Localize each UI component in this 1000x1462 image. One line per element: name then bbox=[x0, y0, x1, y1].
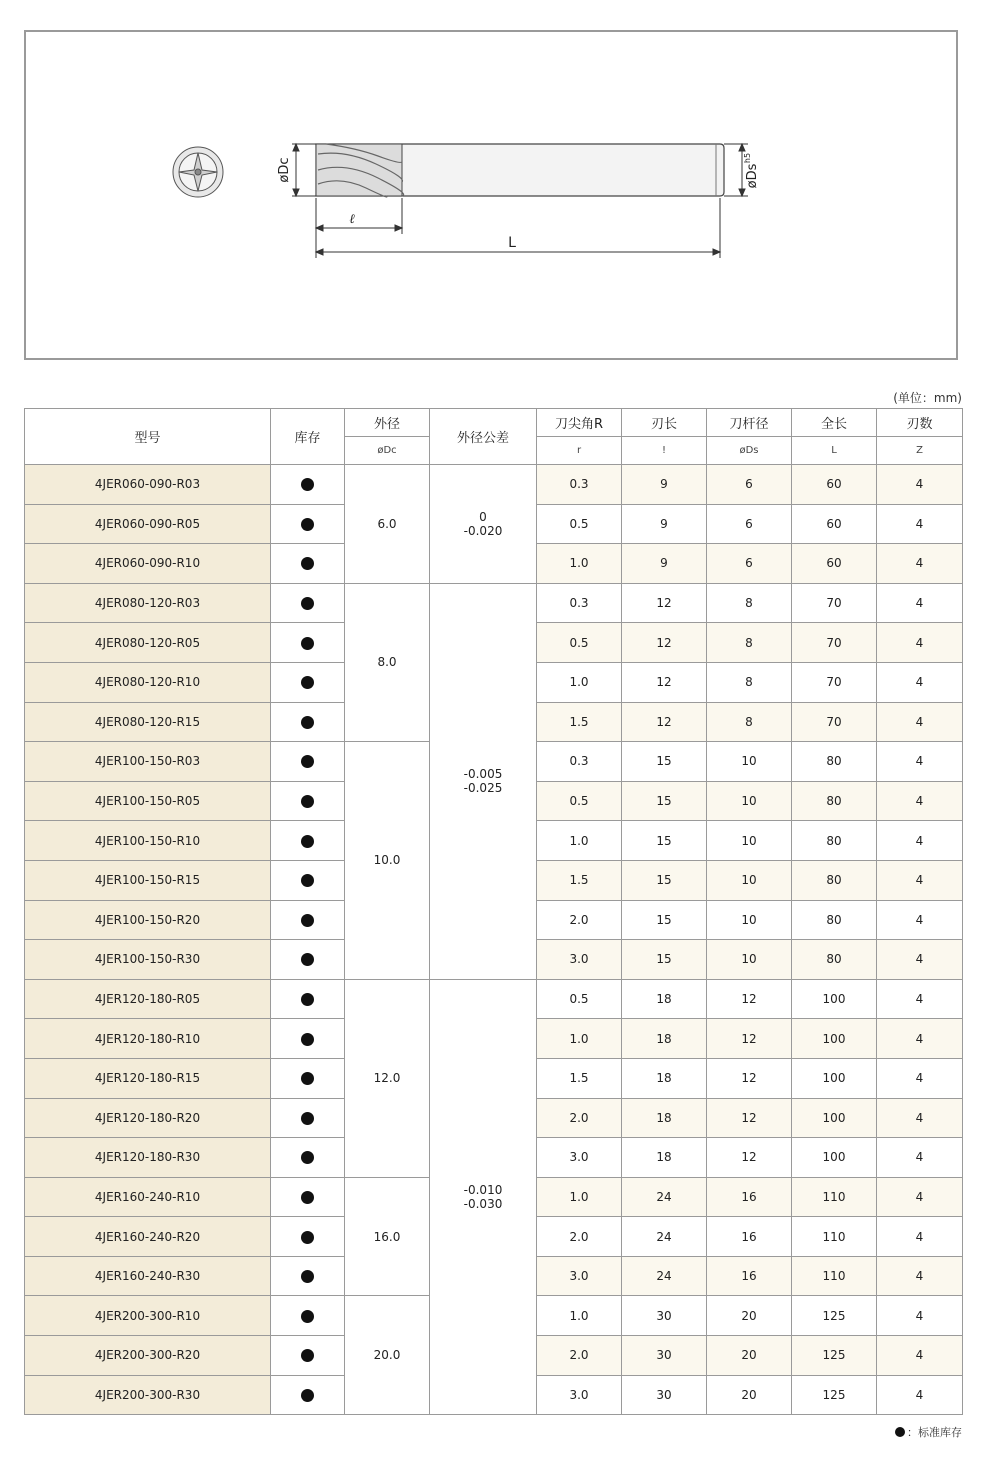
cell-flutes: 4 bbox=[877, 702, 963, 742]
cell-flutes: 4 bbox=[877, 979, 963, 1019]
cell-model: 4JER120-180-R15 bbox=[25, 1058, 271, 1098]
cell-total-length: 80 bbox=[792, 742, 877, 782]
cell-corner-radius: 0.3 bbox=[537, 465, 622, 505]
cell-shank-diameter: 10 bbox=[707, 900, 792, 940]
stock-dot-icon bbox=[301, 1231, 314, 1244]
stock-dot-icon bbox=[301, 1191, 314, 1204]
cell-stock bbox=[271, 900, 345, 940]
cell-model: 4JER060-090-R03 bbox=[25, 465, 271, 505]
cell-total-length: 100 bbox=[792, 1019, 877, 1059]
cell-flutes: 4 bbox=[877, 544, 963, 584]
cell-corner-radius: 0.5 bbox=[537, 623, 622, 663]
cell-model: 4JER160-240-R10 bbox=[25, 1177, 271, 1217]
header-dc-symbol: øDc bbox=[345, 437, 430, 465]
cell-total-length: 125 bbox=[792, 1296, 877, 1336]
end-mill-drawing bbox=[26, 32, 960, 362]
cell-dc: 20.0 bbox=[345, 1296, 430, 1415]
cell-flutes: 4 bbox=[877, 1177, 963, 1217]
cell-corner-radius: 2.0 bbox=[537, 1098, 622, 1138]
cell-total-length: 60 bbox=[792, 465, 877, 505]
cell-shank-diameter: 12 bbox=[707, 979, 792, 1019]
cell-corner-radius: 3.0 bbox=[537, 1256, 622, 1296]
stock-dot-icon bbox=[301, 1151, 314, 1164]
cell-flutes: 4 bbox=[877, 1256, 963, 1296]
cell-flutes: 4 bbox=[877, 504, 963, 544]
cell-total-length: 80 bbox=[792, 900, 877, 940]
cell-flutes: 4 bbox=[877, 1217, 963, 1257]
cell-stock bbox=[271, 1098, 345, 1138]
cell-corner-radius: 1.0 bbox=[537, 821, 622, 861]
cell-model: 4JER200-300-R10 bbox=[25, 1296, 271, 1336]
stock-dot-icon bbox=[301, 795, 314, 808]
header-ds-symbol: øDs bbox=[707, 437, 792, 465]
stock-dot-icon bbox=[301, 1112, 314, 1125]
cell-flutes: 4 bbox=[877, 1098, 963, 1138]
cell-stock bbox=[271, 1217, 345, 1257]
cell-flutes: 4 bbox=[877, 583, 963, 623]
cell-flute-length: 18 bbox=[622, 1019, 707, 1059]
cell-flutes: 4 bbox=[877, 821, 963, 861]
cell-tolerance bbox=[430, 979, 537, 1415]
stock-dot-icon bbox=[301, 835, 314, 848]
cell-shank-diameter: 6 bbox=[707, 504, 792, 544]
tool-drawing-panel bbox=[24, 30, 958, 360]
cell-stock bbox=[271, 1375, 345, 1415]
cell-flutes: 4 bbox=[877, 742, 963, 782]
cell-model: 4JER100-150-R10 bbox=[25, 821, 271, 861]
cell-model: 4JER100-150-R20 bbox=[25, 900, 271, 940]
cell-model: 4JER080-120-R15 bbox=[25, 702, 271, 742]
stock-dot-icon bbox=[301, 1072, 314, 1085]
cell-total-length: 125 bbox=[792, 1375, 877, 1415]
ds-tolerance-label: h5 bbox=[743, 152, 752, 164]
cell-corner-radius: 2.0 bbox=[537, 1217, 622, 1257]
cell-total-length: 110 bbox=[792, 1256, 877, 1296]
cell-flutes: 4 bbox=[877, 1019, 963, 1059]
cell-flute-length: 9 bbox=[622, 465, 707, 505]
cell-model: 4JER100-150-R05 bbox=[25, 781, 271, 821]
stock-dot-icon bbox=[301, 1270, 314, 1283]
cell-stock bbox=[271, 504, 345, 544]
header-model: 型号 bbox=[25, 409, 271, 465]
cell-flute-length: 15 bbox=[622, 900, 707, 940]
cell-flutes: 4 bbox=[877, 662, 963, 702]
cell-model: 4JER100-150-R30 bbox=[25, 940, 271, 980]
table-row bbox=[25, 465, 963, 505]
stock-dot-icon bbox=[301, 1310, 314, 1323]
stock-dot-icon bbox=[301, 518, 314, 531]
cell-stock bbox=[271, 1138, 345, 1178]
cell-dc: 6.0 bbox=[345, 465, 430, 584]
cell-stock bbox=[271, 702, 345, 742]
spec-table bbox=[24, 408, 963, 1415]
cell-stock bbox=[271, 1177, 345, 1217]
cell-shank-diameter: 6 bbox=[707, 465, 792, 505]
cell-total-length: 110 bbox=[792, 1177, 877, 1217]
cell-flutes: 4 bbox=[877, 1058, 963, 1098]
stock-dot-icon bbox=[301, 1349, 314, 1362]
cell-stock bbox=[271, 662, 345, 702]
cell-model: 4JER100-150-R03 bbox=[25, 742, 271, 782]
cell-flute-length: 12 bbox=[622, 623, 707, 663]
cell-tolerance bbox=[430, 583, 537, 979]
stock-dot-icon bbox=[301, 755, 314, 768]
cell-flutes: 4 bbox=[877, 781, 963, 821]
stock-dot-icon bbox=[301, 914, 314, 927]
cell-shank-diameter: 10 bbox=[707, 940, 792, 980]
cell-flute-length: 18 bbox=[622, 1058, 707, 1098]
cell-total-length: 100 bbox=[792, 979, 877, 1019]
cell-total-length: 100 bbox=[792, 1138, 877, 1178]
flute-length-label: ℓ bbox=[349, 212, 355, 227]
cell-flutes: 4 bbox=[877, 900, 963, 940]
header-total-symbol: L bbox=[792, 437, 877, 465]
cell-corner-radius: 1.5 bbox=[537, 860, 622, 900]
cell-total-length: 80 bbox=[792, 940, 877, 980]
cell-total-length: 100 bbox=[792, 1098, 877, 1138]
header-tolerance: 外径公差 bbox=[430, 409, 537, 465]
cell-corner-radius: 3.0 bbox=[537, 1138, 622, 1178]
cell-model: 4JER080-120-R03 bbox=[25, 583, 271, 623]
dimension-flute-length bbox=[316, 198, 402, 258]
header-z-symbol: Z bbox=[877, 437, 963, 465]
header-flute-length: 刃长 bbox=[622, 409, 707, 437]
stock-dot-icon bbox=[301, 874, 314, 887]
cell-shank-diameter: 20 bbox=[707, 1296, 792, 1336]
stock-dot-icon bbox=[301, 597, 314, 610]
cell-model: 4JER120-180-R10 bbox=[25, 1019, 271, 1059]
cell-model: 4JER060-090-R10 bbox=[25, 544, 271, 584]
tolerance-lower: -0.030 bbox=[463, 1196, 503, 1211]
cell-flutes: 4 bbox=[877, 465, 963, 505]
cell-flute-length: 30 bbox=[622, 1375, 707, 1415]
cell-shank-diameter: 8 bbox=[707, 702, 792, 742]
cell-stock bbox=[271, 821, 345, 861]
cell-flute-length: 18 bbox=[622, 979, 707, 1019]
legend-label: ：标准库存 bbox=[907, 1426, 962, 1439]
cell-flute-length: 12 bbox=[622, 702, 707, 742]
stock-dot-icon bbox=[301, 993, 314, 1006]
cell-flute-length: 15 bbox=[622, 940, 707, 980]
cell-dc: 12.0 bbox=[345, 979, 430, 1177]
cell-shank-diameter: 10 bbox=[707, 860, 792, 900]
header-dc: 外径 bbox=[345, 409, 430, 437]
cell-shank-diameter: 12 bbox=[707, 1058, 792, 1098]
cell-model: 4JER120-180-R30 bbox=[25, 1138, 271, 1178]
cell-model: 4JER120-180-R20 bbox=[25, 1098, 271, 1138]
cell-corner-radius: 3.0 bbox=[537, 940, 622, 980]
cell-corner-radius: 1.0 bbox=[537, 1019, 622, 1059]
cell-total-length: 110 bbox=[792, 1217, 877, 1257]
cell-flute-length: 30 bbox=[622, 1336, 707, 1376]
tolerance-lower: -0.025 bbox=[463, 781, 503, 796]
cell-flutes: 4 bbox=[877, 860, 963, 900]
cell-stock bbox=[271, 1019, 345, 1059]
stock-dot-icon bbox=[301, 676, 314, 689]
dimension-dc bbox=[292, 144, 316, 196]
cell-flutes: 4 bbox=[877, 1138, 963, 1178]
cell-stock bbox=[271, 544, 345, 584]
cell-total-length: 80 bbox=[792, 781, 877, 821]
cell-corner-radius: 0.5 bbox=[537, 781, 622, 821]
cell-dc: 16.0 bbox=[345, 1177, 430, 1296]
cell-flute-length: 12 bbox=[622, 662, 707, 702]
cell-shank-diameter: 20 bbox=[707, 1336, 792, 1376]
header-r-symbol: r bbox=[537, 437, 622, 465]
cell-flute-length: 15 bbox=[622, 860, 707, 900]
cell-total-length: 70 bbox=[792, 583, 877, 623]
cell-model: 4JER160-240-R20 bbox=[25, 1217, 271, 1257]
cell-corner-radius: 0.3 bbox=[537, 583, 622, 623]
end-view-icon bbox=[173, 147, 223, 197]
stock-dot-icon bbox=[301, 716, 314, 729]
cell-corner-radius: 1.5 bbox=[537, 1058, 622, 1098]
cell-shank-diameter: 10 bbox=[707, 781, 792, 821]
header-flutes: 刃数 bbox=[877, 409, 963, 437]
cell-flute-length: 24 bbox=[622, 1177, 707, 1217]
cell-stock bbox=[271, 860, 345, 900]
cell-total-length: 60 bbox=[792, 544, 877, 584]
cell-corner-radius: 1.0 bbox=[537, 544, 622, 584]
cell-flute-length: 9 bbox=[622, 504, 707, 544]
cell-corner-radius: 0.5 bbox=[537, 979, 622, 1019]
header-corner-radius: 刀尖角R bbox=[537, 409, 622, 437]
cell-model: 4JER160-240-R30 bbox=[25, 1256, 271, 1296]
cell-total-length: 70 bbox=[792, 623, 877, 663]
cell-stock bbox=[271, 623, 345, 663]
cell-flute-length: 15 bbox=[622, 821, 707, 861]
cell-shank-diameter: 12 bbox=[707, 1138, 792, 1178]
cell-model: 4JER080-120-R10 bbox=[25, 662, 271, 702]
stock-dot-icon bbox=[301, 1033, 314, 1046]
cell-total-length: 70 bbox=[792, 662, 877, 702]
table-row bbox=[25, 583, 963, 623]
cell-flute-length: 24 bbox=[622, 1256, 707, 1296]
ds-label: øDs bbox=[745, 163, 760, 189]
legend bbox=[895, 1424, 962, 1440]
cell-stock bbox=[271, 1336, 345, 1376]
tool-side-view bbox=[316, 144, 724, 197]
cell-model: 4JER060-090-R05 bbox=[25, 504, 271, 544]
cell-shank-diameter: 16 bbox=[707, 1217, 792, 1257]
cell-flute-length: 18 bbox=[622, 1098, 707, 1138]
cell-flute-length: 15 bbox=[622, 781, 707, 821]
cell-stock bbox=[271, 465, 345, 505]
cell-total-length: 100 bbox=[792, 1058, 877, 1098]
total-length-label: L bbox=[508, 235, 516, 251]
cell-flutes: 4 bbox=[877, 940, 963, 980]
cell-shank-diameter: 8 bbox=[707, 583, 792, 623]
stock-dot-icon bbox=[301, 1389, 314, 1402]
header-shank-diameter: 刀杆径 bbox=[707, 409, 792, 437]
cell-shank-diameter: 16 bbox=[707, 1177, 792, 1217]
cell-flute-length: 18 bbox=[622, 1138, 707, 1178]
cell-stock bbox=[271, 1296, 345, 1336]
header-stock: 库存 bbox=[271, 409, 345, 465]
tolerance-lower: -0.020 bbox=[463, 523, 503, 538]
cell-corner-radius: 1.0 bbox=[537, 662, 622, 702]
cell-flute-length: 12 bbox=[622, 583, 707, 623]
cell-model: 4JER200-300-R20 bbox=[25, 1336, 271, 1376]
stock-dot-icon bbox=[301, 557, 314, 570]
tolerance-upper: 0 bbox=[479, 509, 487, 524]
cell-total-length: 60 bbox=[792, 504, 877, 544]
cell-shank-diameter: 20 bbox=[707, 1375, 792, 1415]
cell-corner-radius: 1.0 bbox=[537, 1177, 622, 1217]
cell-dc: 10.0 bbox=[345, 742, 430, 980]
stock-dot-icon bbox=[895, 1427, 905, 1437]
cell-flutes: 4 bbox=[877, 623, 963, 663]
cell-flutes: 4 bbox=[877, 1296, 963, 1336]
stock-dot-icon bbox=[301, 478, 314, 491]
cell-corner-radius: 1.5 bbox=[537, 702, 622, 742]
table-row bbox=[25, 979, 963, 1019]
cell-shank-diameter: 12 bbox=[707, 1019, 792, 1059]
cell-stock bbox=[271, 1256, 345, 1296]
cell-total-length: 70 bbox=[792, 702, 877, 742]
cell-shank-diameter: 16 bbox=[707, 1256, 792, 1296]
cell-stock bbox=[271, 1058, 345, 1098]
cell-flute-length: 24 bbox=[622, 1217, 707, 1257]
cell-total-length: 80 bbox=[792, 821, 877, 861]
dc-label: øDc bbox=[277, 157, 292, 183]
cell-model: 4JER120-180-R05 bbox=[25, 979, 271, 1019]
cell-total-length: 125 bbox=[792, 1336, 877, 1376]
cell-model: 4JER100-150-R15 bbox=[25, 860, 271, 900]
cell-model: 4JER080-120-R05 bbox=[25, 623, 271, 663]
cell-shank-diameter: 12 bbox=[707, 1098, 792, 1138]
cell-flute-length: 30 bbox=[622, 1296, 707, 1336]
header-len-symbol: ! bbox=[622, 437, 707, 465]
cell-shank-diameter: 8 bbox=[707, 662, 792, 702]
tolerance-upper: -0.005 bbox=[463, 767, 503, 782]
cell-model: 4JER200-300-R30 bbox=[25, 1375, 271, 1415]
cell-corner-radius: 1.0 bbox=[537, 1296, 622, 1336]
cell-shank-diameter: 10 bbox=[707, 821, 792, 861]
cell-corner-radius: 3.0 bbox=[537, 1375, 622, 1415]
cell-flutes: 4 bbox=[877, 1375, 963, 1415]
unit-note: (单位：mm) bbox=[893, 391, 962, 405]
cell-dc: 8.0 bbox=[345, 583, 430, 741]
cell-corner-radius: 2.0 bbox=[537, 900, 622, 940]
cell-shank-diameter: 8 bbox=[707, 623, 792, 663]
stock-dot-icon bbox=[301, 637, 314, 650]
cell-corner-radius: 0.5 bbox=[537, 504, 622, 544]
cell-stock bbox=[271, 583, 345, 623]
cell-corner-radius: 0.3 bbox=[537, 742, 622, 782]
cell-corner-radius: 2.0 bbox=[537, 1336, 622, 1376]
cell-total-length: 80 bbox=[792, 860, 877, 900]
cell-stock bbox=[271, 979, 345, 1019]
cell-shank-diameter: 6 bbox=[707, 544, 792, 584]
tolerance-upper: -0.010 bbox=[463, 1182, 503, 1197]
cell-stock bbox=[271, 781, 345, 821]
cell-flutes: 4 bbox=[877, 1336, 963, 1376]
cell-tolerance bbox=[430, 465, 537, 584]
cell-flute-length: 9 bbox=[622, 544, 707, 584]
cell-stock bbox=[271, 742, 345, 782]
header-total-length: 全长 bbox=[792, 409, 877, 437]
cell-stock bbox=[271, 940, 345, 980]
cell-shank-diameter: 10 bbox=[707, 742, 792, 782]
cell-flute-length: 15 bbox=[622, 742, 707, 782]
stock-dot-icon bbox=[301, 953, 314, 966]
